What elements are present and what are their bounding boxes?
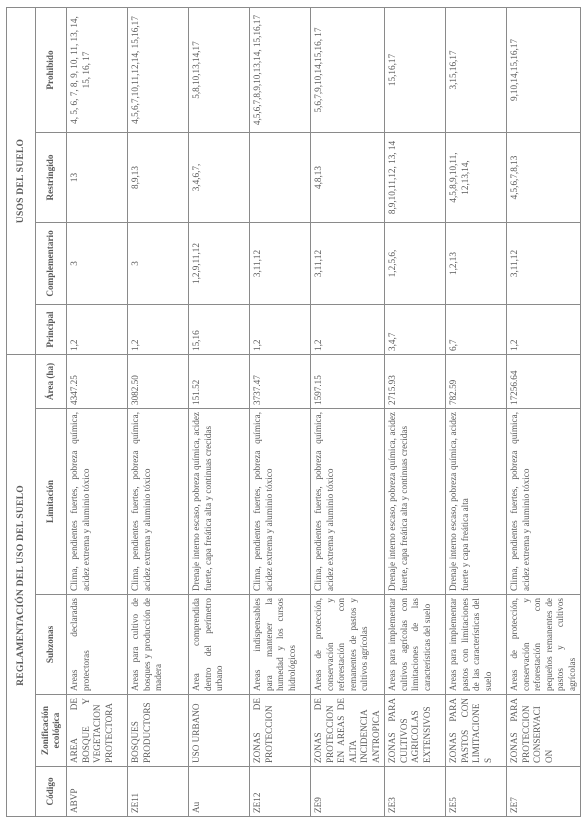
- header-prohibido: Prohibido: [36, 7, 67, 132]
- header-restringido: Restringido: [36, 133, 67, 223]
- cell-area: 3082.50: [128, 355, 189, 409]
- cell-restringido: 3,4,6,7,: [189, 133, 250, 223]
- table-header-row: [36, 7, 67, 816]
- cell-subzonas: Areas de protección, conservación y reforestación con remanentes de pastos y cultivos agrícolas: [311, 595, 385, 695]
- table-row: [67, 7, 128, 816]
- cell-zonificacion: ZONAS DE PROTECCION EN AREAS DE ALTA INCIDENCIA ANTROPICA: [311, 695, 385, 767]
- cell-restringido: [250, 133, 311, 223]
- cell-codigo: Au: [189, 767, 250, 817]
- cell-prohibido: 4,5,6,7,8,9,10,13,14, 15,16,17: [250, 7, 311, 132]
- table-title-right: USOS DEL SUELO: [7, 7, 36, 354]
- cell-principal: 1,2: [311, 305, 385, 355]
- cell-prohibido: 4,5,6,7,10,11,12,14, 15,16,17: [128, 7, 189, 132]
- cell-principal: 6,7: [446, 305, 507, 355]
- table-row: [385, 7, 446, 816]
- cell-area: 151.52: [189, 355, 250, 409]
- cell-codigo: ZE3: [385, 767, 446, 817]
- cell-prohibido: 3,15,16,17: [446, 7, 507, 132]
- cell-zonificacion: ZONAS PARA PASTOS CON LIMITACIONE S: [446, 695, 507, 767]
- land-use-regulation-table: [6, 7, 581, 817]
- cell-principal: 15,16: [189, 305, 250, 355]
- cell-subzonas: Areas para implementar pastos con limitaciones de las características del suelo: [446, 595, 507, 695]
- cell-restringido: 8,9,13: [128, 133, 189, 223]
- cell-principal: 1,2: [67, 305, 128, 355]
- cell-prohibido: 5,8,10,13,14,17: [189, 7, 250, 132]
- cell-principal: 3,4,7: [385, 305, 446, 355]
- cell-limitacion: Clima, pendientes fuertes, pobreza química, acidez extrema y aluminio tóxico: [67, 409, 128, 595]
- cell-prohibido: 15,16,17: [385, 7, 446, 132]
- cell-zonificacion: ZONAS DE PROTECCION: [250, 695, 311, 767]
- cell-complementario: 3,11,12: [311, 223, 385, 305]
- header-codigo: Código: [36, 767, 67, 817]
- cell-area: 4347.25: [67, 355, 128, 409]
- cell-limitacion: Clima, pendientes fuertes, pobreza química, acidez extrema y aluminio tóxico: [128, 409, 189, 595]
- table-row: [250, 7, 311, 816]
- cell-restringido: 4,5,8,9,10,11, 12,13,14,: [446, 133, 507, 223]
- cell-subzonas: Areas para implementar cultivos agrícolas con limitaciones de las características del suelo: [385, 595, 446, 695]
- cell-complementario: 3: [67, 223, 128, 305]
- cell-complementario: 3,11,12: [507, 223, 581, 305]
- cell-prohibido: 5,6,7,9,10,14,15,16, 17: [311, 7, 385, 132]
- header-area: Área (ha): [36, 355, 67, 409]
- cell-subzonas: Area comprendida dentro del perímetro urbano: [189, 595, 250, 695]
- cell-complementario: 1,2,5,6,: [385, 223, 446, 305]
- cell-restringido: 4,8,13: [311, 133, 385, 223]
- cell-subzonas: Areas para cultivo de bosques y producción de madera: [128, 595, 189, 695]
- table-title-row: [7, 7, 36, 816]
- cell-limitacion: Drenaje interno escaso, pobreza química, acidez fuerte, capa freática alta y continuas crecidas: [385, 409, 446, 595]
- cell-area: 3737.47: [250, 355, 311, 409]
- cell-restringido: 8,9,10,11,12, 13, 14: [385, 133, 446, 223]
- cell-zonificacion: AREA DE BOSQUE Y VEGETACION PROTECTORA: [67, 695, 128, 767]
- cell-principal: 1,2: [507, 305, 581, 355]
- table-row: [189, 7, 250, 816]
- cell-limitacion: Drenaje interno escaso, pobreza química, acidez fuerte y capa freática alta: [446, 409, 507, 595]
- cell-restringido: 13: [67, 133, 128, 223]
- cell-prohibido: 9,10,14,15,16,17: [507, 7, 581, 132]
- cell-area: 17256.64: [507, 355, 581, 409]
- cell-codigo: ZE12: [250, 767, 311, 817]
- header-complementario: Complementario: [36, 223, 67, 305]
- cell-limitacion: Drenaje interno escaso, pobreza química, acidez fuerte, capa freática alta y continuas crecidas: [189, 409, 250, 595]
- cell-codigo: ZE7: [507, 767, 581, 817]
- cell-area: 2715.93: [385, 355, 446, 409]
- cell-codigo: ZE11: [128, 767, 189, 817]
- cell-subzonas: Areas de protección, conservación y reforestación con pequeños remanentes de pastos y cultivos agrícolas: [507, 595, 581, 695]
- cell-prohibido: 4, 5, 6, 7, 8, 9, 10, 11, 13, 14, 15, 16, 17: [67, 7, 128, 132]
- cell-complementario: 3: [128, 223, 189, 305]
- header-subzonas: Subzonas: [36, 595, 67, 695]
- cell-restringido: 4,5,6,7,8,13: [507, 133, 581, 223]
- header-limitacion: Limitación: [36, 409, 67, 595]
- cell-complementario: 1,2,9,11,12: [189, 223, 250, 305]
- cell-subzonas: Areas declaradas protectoras: [67, 595, 128, 695]
- cell-area: 782.59: [446, 355, 507, 409]
- table-title-left: REGLAMENTACIÓN DEL USO DEL SUELO: [7, 355, 36, 817]
- cell-principal: 1,2: [128, 305, 189, 355]
- cell-limitacion: Clima, pendientes fuertes, pobreza química, acidez extrema y aluminio tóxico: [311, 409, 385, 595]
- table-row: [507, 7, 581, 816]
- cell-area: 1597.15: [311, 355, 385, 409]
- cell-codigo: ZE9: [311, 767, 385, 817]
- table-row: [446, 7, 507, 816]
- cell-zonificacion: USO URBANO: [189, 695, 250, 767]
- cell-subzonas: Areas indispensables para mantener la humedad y los cursos hidrológicos: [250, 595, 311, 695]
- cell-codigo: ABVP: [67, 767, 128, 817]
- cell-principal: 1,2: [250, 305, 311, 355]
- table-row: [311, 7, 385, 816]
- cell-limitacion: Clima, pendientes fuertes, pobreza química, acidez extrema y aluminio tóxico: [250, 409, 311, 595]
- cell-complementario: 3,11,12: [250, 223, 311, 305]
- table-row: [128, 7, 189, 816]
- cell-codigo: ZE5: [446, 767, 507, 817]
- cell-zonificacion: BOSQUES PRODUCTORS: [128, 695, 189, 767]
- cell-zonificacion: ZONAS PARA CULTIVOS AGRICOLAS EXTENSIVOS: [385, 695, 446, 767]
- header-principal: Principal: [36, 305, 67, 355]
- cell-complementario: 1,2,13: [446, 223, 507, 305]
- cell-zonificacion: ZONAS PARA PROTECCION CONSERVACI ON: [507, 695, 581, 767]
- cell-limitacion: Clima, pendientes fuertes, pobreza química, acidez extrema y aluminio tóxico: [507, 409, 581, 595]
- header-zonificacion: Zonificación ecológica: [36, 695, 67, 767]
